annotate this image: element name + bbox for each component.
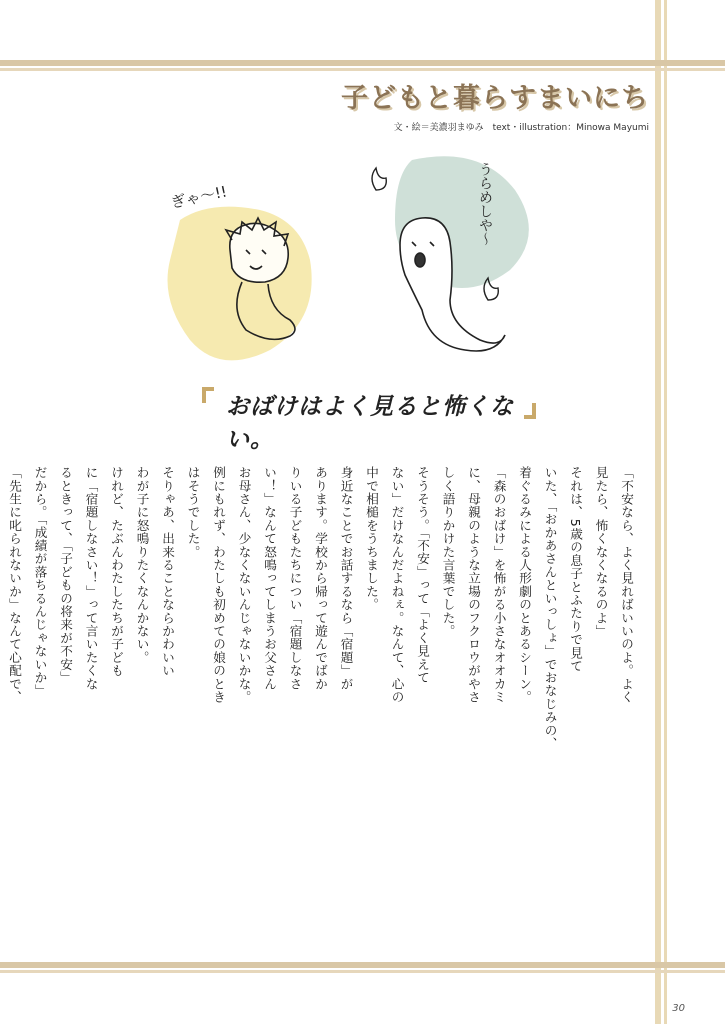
article-line: 見たら、怖くなくなるのよ」 bbox=[593, 466, 609, 638]
series-title: 子どもと暮らすまいにち bbox=[341, 83, 649, 114]
article-body bbox=[7, 466, 639, 906]
article-line: 中で相槌をうちました。 bbox=[364, 466, 379, 612]
article-line: けれど、たぶんわたしたちが子ども bbox=[109, 466, 124, 678]
article-column-right bbox=[2, 466, 640, 906]
top-rule-thin bbox=[0, 68, 725, 71]
open-bracket-icon bbox=[200, 385, 216, 405]
headline bbox=[200, 383, 540, 453]
headline-text: おばけはよく見ると怖くない。 bbox=[226, 394, 514, 453]
vertical-rule-2 bbox=[664, 0, 667, 1024]
article-line: 「森のおばけ」を怖がる小さなオオカミ bbox=[491, 466, 507, 704]
article-line: ない」だけなんだよねぇ。なんて、心の bbox=[389, 466, 405, 704]
article-line: そりゃあ、出来ることならかわいい bbox=[160, 466, 175, 678]
article-line: 着ぐるみによる人形劇のとあるシーン。 bbox=[517, 466, 532, 704]
bottom-rule bbox=[0, 962, 725, 968]
article-line: 「不安なら、よく見ればいいのよ。よく bbox=[619, 466, 634, 704]
article-line: あります。学校から帰って遊んでばか bbox=[313, 466, 328, 691]
article-line: そうそう。「不安」って「よく見えて bbox=[415, 466, 430, 685]
article-line: るときって、「子どもの将来が不安」 bbox=[58, 466, 73, 685]
article-line: それは、5歳の息子とふたりで見て bbox=[568, 466, 583, 673]
article-line: 身近なことでお話するなら「宿題」が bbox=[338, 466, 354, 691]
close-bracket-icon bbox=[522, 401, 538, 421]
child-shout-text: ぎゃ〜!! bbox=[169, 182, 229, 212]
article-line: いた、「おかあさんといっしょ」でおなじみの、 bbox=[542, 466, 558, 751]
article-line: わが子に怒鳴りたくなんかない。 bbox=[134, 466, 150, 664]
page-number: 30 bbox=[672, 1003, 685, 1014]
article-line: だから。「成績が落ちるんじゃないか」 bbox=[32, 466, 48, 698]
vertical-rule-1 bbox=[655, 0, 661, 1024]
article-line: 例にもれず、わたしも初めての娘のとき bbox=[211, 466, 226, 704]
ghost-voice-text: うらめしや〜 bbox=[477, 162, 493, 246]
article-line: お母さん、少なくないんじゃないかな。 bbox=[236, 466, 252, 704]
illustration bbox=[150, 150, 550, 380]
bottom-rule-thin bbox=[0, 970, 725, 973]
article-line: い！」なんて怒鳴ってしまうお父さん bbox=[262, 466, 277, 691]
flame-icon-1 bbox=[372, 168, 386, 190]
article-line: に「宿題しなさい！」って言いたくな bbox=[83, 466, 99, 691]
credit-line: 文・絵＝美濃羽まゆみ text・illustration：Minowa Mayumi bbox=[393, 123, 649, 133]
article-line: 「先生に叱られないか」なんて心配で、 bbox=[7, 466, 22, 704]
article-line: りいる子どもたちについ「宿題しなさ bbox=[287, 466, 303, 691]
article-line: に、母親のような立場のフクロウがやさ bbox=[466, 466, 481, 704]
article-line: しく語りかけた言葉でした。 bbox=[440, 466, 456, 638]
illustration-svg bbox=[150, 150, 550, 380]
article-line: はそうでした。 bbox=[185, 466, 201, 559]
top-rule bbox=[0, 60, 725, 66]
